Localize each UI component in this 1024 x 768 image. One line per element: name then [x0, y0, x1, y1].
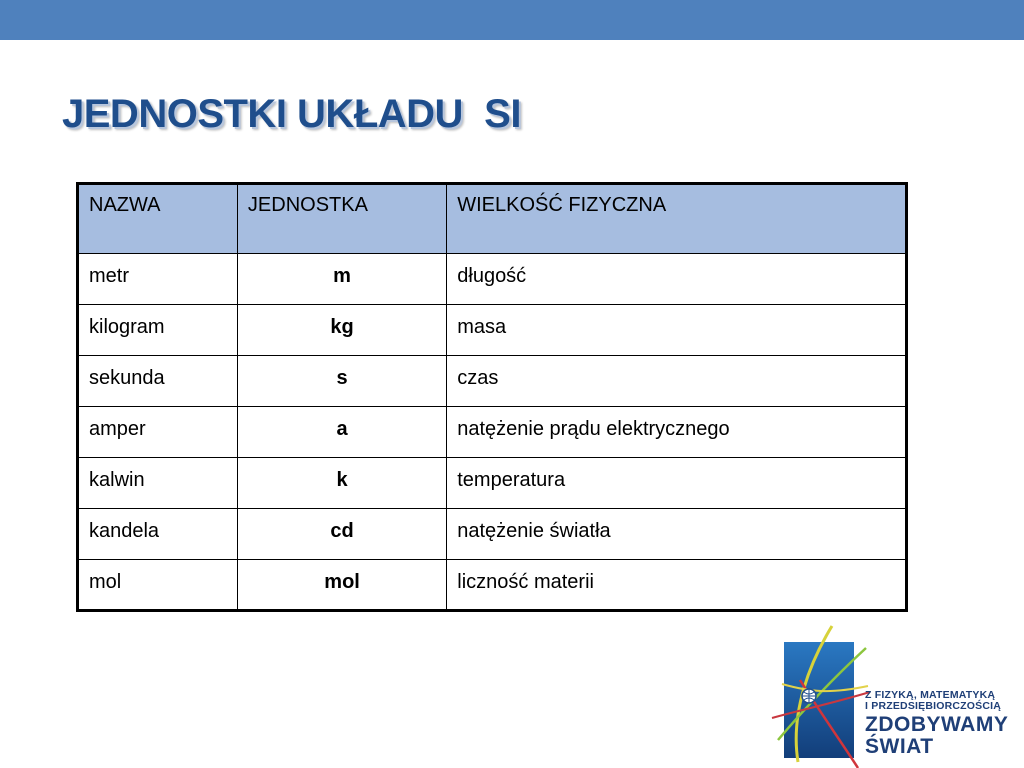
table-row [78, 458, 907, 509]
si-units-table [76, 182, 908, 612]
table-row [78, 407, 907, 458]
quantity-cell: długość [447, 254, 907, 305]
quantity-cell: masa [447, 305, 907, 356]
top-accent-bar [0, 0, 1024, 40]
quantity-cell: temperatura [447, 458, 907, 509]
unit-name-cell: kalwin [78, 458, 238, 509]
unit-name-cell: kandela [78, 509, 238, 560]
table-row [78, 254, 907, 305]
quantity-cell: natężenie prądu elektrycznego [447, 407, 907, 458]
quantity-cell: czas [447, 356, 907, 407]
unit-name-cell: amper [78, 407, 238, 458]
unit-symbol-cell: mol [237, 560, 446, 611]
table-row [78, 509, 907, 560]
unit-symbol-cell: cd [237, 509, 446, 560]
unit-name-cell: metr [78, 254, 238, 305]
table-row [78, 305, 907, 356]
column-header-name: NAZWA [78, 184, 238, 254]
unit-name-cell: mol [78, 560, 238, 611]
logo-title-line-1: ZDOBYWAMY [865, 713, 1009, 736]
unit-name-cell: kilogram [78, 305, 238, 356]
logo-title-line-2: ŚWIAT [865, 735, 934, 758]
table-row [78, 560, 907, 611]
unit-symbol-cell: m [237, 254, 446, 305]
unit-symbol-cell: kg [237, 305, 446, 356]
quantity-cell: liczność materii [447, 560, 907, 611]
unit-symbol-cell: s [237, 356, 446, 407]
logo-tagline-line-2: I PRZEDSIĘBIORCZOŚCIĄ [865, 700, 1002, 712]
header-row [78, 184, 907, 254]
table-body [78, 254, 907, 611]
unit-symbol-cell: k [237, 458, 446, 509]
quantity-cell: natężenie światła [447, 509, 907, 560]
unit-symbol-cell: a [237, 407, 446, 458]
table-header [78, 184, 907, 254]
table-row [78, 356, 907, 407]
logo-tagline-line-1: Z FIZYKĄ, MATEMATYKĄ [865, 689, 996, 701]
slide-title: JEDNOSTKI UKŁADU SI [62, 92, 521, 136]
column-header-unit: JEDNOSTKA [237, 184, 446, 254]
column-header-quantity: WIELKOŚĆ FIZYCZNA [447, 184, 907, 254]
unit-name-cell: sekunda [78, 356, 238, 407]
